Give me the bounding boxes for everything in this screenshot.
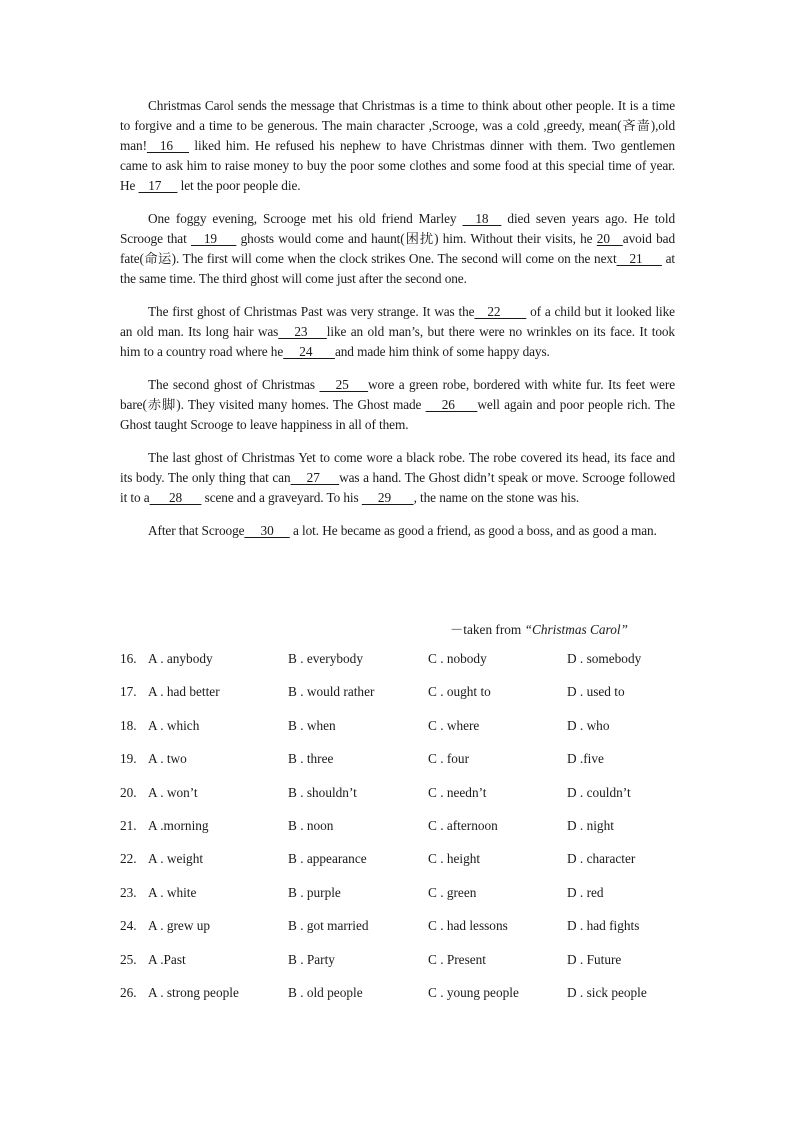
answer-blank: 22: [474, 304, 527, 319]
passage-text: at the same time. The third ghost will come just after the second one.: [120, 251, 676, 286]
option-a: A . strong people: [148, 984, 239, 1000]
question-number: 16.: [120, 651, 137, 666]
option-b: B . got married: [288, 918, 369, 934]
option-d: D . sick people: [567, 984, 647, 1000]
option-d: D . character: [567, 851, 636, 867]
answer-blank: 16: [146, 138, 190, 153]
passage-text: One foggy evening, Scrooge met his old friend Marley: [148, 211, 463, 226]
question-number: 17.: [120, 684, 137, 700]
question-number: 19.: [120, 751, 137, 767]
option-d: D . red: [567, 884, 604, 900]
option-a: A . anybody: [148, 651, 213, 666]
question-row: [120, 952, 680, 985]
passage-paragraph: [120, 209, 675, 289]
passage-text: avoid bad fate(命运). The first will come when the clock strikes One. The second will come on the next: [120, 231, 676, 266]
option-d: D . had fights: [567, 918, 640, 934]
answer-blank: 20: [596, 231, 623, 246]
option-c: C . ought to: [428, 684, 491, 700]
question-number: 18.: [120, 717, 137, 733]
passage-text: The last ghost of Christmas Yet to come wore a black robe. The robe covered its head, its face and its body. The only thing that can: [120, 450, 675, 485]
option-c: C . Present: [428, 951, 486, 967]
passage-text: died seven years ago. He told Scrooge that: [120, 211, 676, 246]
option-b: B . when: [288, 717, 336, 733]
option-b: B . noon: [288, 817, 334, 833]
option-d: D . somebody: [567, 651, 642, 666]
option-d: D . used to: [567, 684, 625, 700]
answer-blank: 29: [361, 490, 414, 505]
answer-blank: 19: [190, 231, 237, 246]
passage-text: ghosts would come and haunt(困扰) him. Without their visits, he: [236, 231, 597, 246]
passage: [120, 96, 675, 541]
answer-blank: 21: [616, 251, 662, 266]
passage-paragraph: [120, 448, 675, 508]
passage-text: scene and a graveyard. To his: [201, 490, 362, 505]
question-row: [120, 785, 680, 818]
option-d: D . couldn’t: [567, 784, 631, 800]
source-title: “Christmas Carol”: [524, 622, 628, 637]
question-row: [120, 985, 680, 1018]
answer-blank: 30: [244, 523, 290, 538]
answer-blank: 18: [462, 211, 502, 226]
question-row: [120, 718, 680, 751]
passage-text: let the poor people die.: [177, 178, 301, 193]
question-row: [120, 885, 680, 918]
passage-paragraph: [120, 375, 675, 435]
passage-text: The second ghost of Christmas: [148, 377, 320, 392]
passage-paragraph: [120, 96, 675, 196]
option-c: C . needn’t: [428, 784, 487, 800]
option-b: B . shouldn’t: [288, 784, 357, 800]
question-number: 21.: [120, 817, 137, 833]
question-row: [120, 918, 680, 951]
passage-text: of a child but it looked like an old man. Its long hair was: [120, 304, 675, 339]
passage-text: liked him. He refused his nephew to have Christmas dinner with them. Two gentlemen came to ask him to raise money to buy the poor some clothes and some food at this special time of year. He: [120, 138, 675, 193]
passage-text: Christmas Carol sends the message that Christmas is a time to think about other people. It is a time to forgive and a time to be generous. The main character ,Scrooge, was a cold ,greedy, mean(吝啬),old man!: [120, 98, 675, 153]
answer-blank: 27: [290, 470, 340, 485]
option-b: B . everybody: [288, 651, 363, 666]
answer-blank: 24: [283, 344, 335, 359]
passage-text: wore a green robe, bordered with white fur. Its feet were bare(赤脚). They visited many homes. The Ghost made: [120, 377, 675, 412]
option-b: B . old people: [288, 984, 363, 1000]
passage-text: was a hand. The Ghost didn’t speak or move. Scrooge followed it to a: [120, 470, 675, 505]
question-row: [120, 818, 680, 851]
question-number: 24.: [120, 918, 137, 934]
source-prefix: －taken from: [450, 622, 525, 637]
passage-text: well again and poor people rich. The Ghost taught Scrooge to leave happiness in all of them.: [120, 397, 675, 432]
answer-blank: 23: [278, 324, 327, 339]
option-c: C . afternoon: [428, 817, 498, 833]
passage-paragraph: [120, 521, 675, 541]
passage-text: a lot. He became as good a friend, as good a boss, and as good a man.: [289, 523, 657, 538]
option-a: A . had better: [148, 684, 220, 700]
option-b: B . purple: [288, 884, 341, 900]
option-c: C . four: [428, 751, 469, 767]
option-b: B . appearance: [288, 851, 367, 867]
option-d: D . night: [567, 817, 614, 833]
option-a: A . grew up: [148, 918, 211, 934]
passage-text: , the name on the stone was his.: [413, 490, 580, 505]
option-c: C . young people: [428, 984, 519, 1000]
question-number: 22.: [120, 851, 137, 867]
option-a: A .morning: [148, 817, 209, 833]
option-a: A . white: [148, 884, 197, 900]
passage-text: like an old man’s, but there were no wrinkles on its face. It took him to a country road where he: [120, 324, 675, 359]
option-d: D . Future: [567, 951, 622, 967]
question-number: 26.: [120, 984, 137, 1000]
question-number: 25.: [120, 951, 137, 967]
question-row: [120, 851, 680, 884]
option-c: C . had lessons: [428, 918, 508, 934]
source-line: [450, 619, 628, 638]
option-c: C . height: [428, 851, 481, 867]
option-c: C . green: [428, 884, 477, 900]
answer-blank: 25: [319, 377, 369, 392]
option-a: A . two: [148, 751, 187, 767]
option-b: B . would rather: [288, 684, 375, 700]
option-c: C . nobody: [428, 651, 487, 666]
option-b: B . Party: [288, 951, 335, 967]
passage-text: The first ghost of Christmas Past was very strange. It was the: [148, 304, 475, 319]
option-c: C . where: [428, 717, 480, 733]
question-row: [120, 751, 680, 784]
answer-blank: 26: [425, 397, 478, 412]
answer-blank: 17: [138, 178, 178, 193]
question-row: [120, 651, 680, 684]
question-number: 20.: [120, 784, 137, 800]
option-d: D . who: [567, 717, 610, 733]
passage-text: and made him think of some happy days.: [334, 344, 550, 359]
passage-paragraph: [120, 302, 675, 362]
option-a: A .Past: [148, 951, 186, 967]
answer-blank: 28: [149, 490, 202, 505]
option-a: A . weight: [148, 851, 204, 867]
question-number: 23.: [120, 884, 137, 900]
option-a: A . won’t: [148, 784, 198, 800]
option-b: B . three: [288, 751, 334, 767]
question-options: [120, 651, 680, 1018]
question-row: [120, 684, 680, 717]
option-d: D .five: [567, 751, 604, 767]
option-a: A . which: [148, 717, 200, 733]
passage-text: After that Scrooge: [148, 523, 245, 538]
